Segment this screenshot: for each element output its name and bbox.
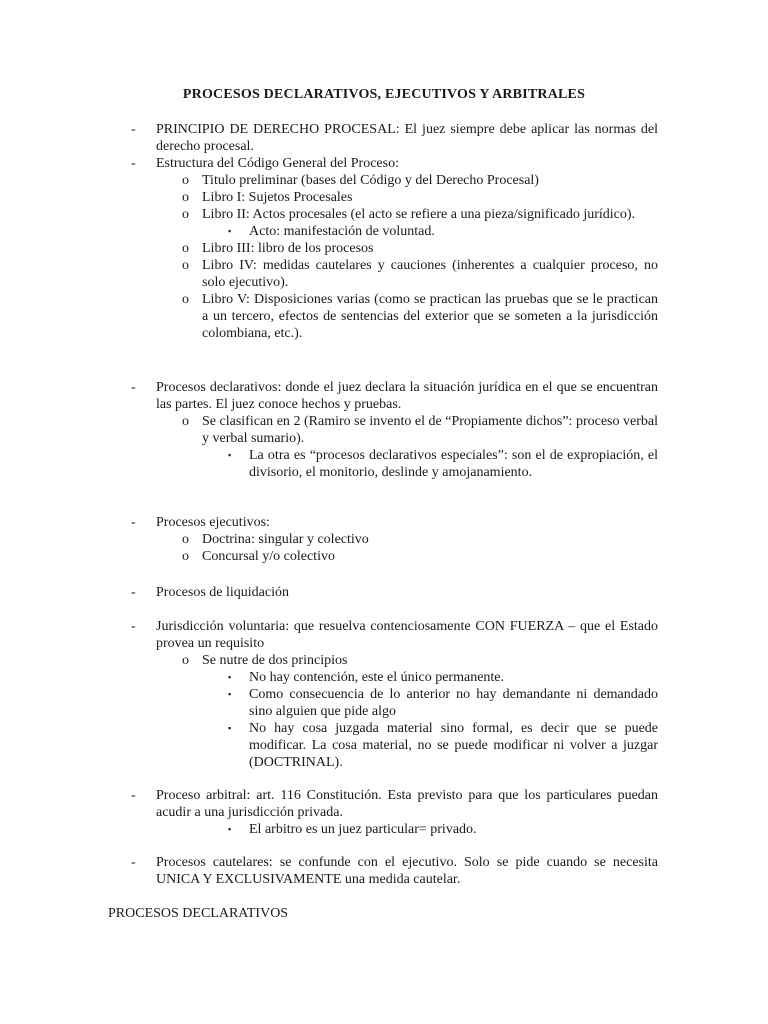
section-heading: PROCESOS DECLARATIVOS (108, 906, 289, 921)
circle-bullet: o (182, 190, 189, 205)
section-arbitral (0, 787, 768, 838)
square-bullet: ▪ (228, 689, 232, 699)
circle-bullet: o (182, 653, 189, 668)
list-item (0, 514, 768, 531)
list-item (0, 257, 768, 291)
section-jurisdiccion (0, 618, 768, 771)
item-cautelares: Procesos cautelares: se confunde con el ejecutivo. Solo se pide cuando se necesita UNICA Y EXCLUSIVAMENTE una medida cautelar. (156, 855, 658, 887)
list-item (0, 787, 768, 821)
circle-bullet: o (182, 241, 189, 256)
item-consecuencia: Como consecuencia de lo anterior no hay demandante ni demandado sino alguien que pide algo (249, 687, 658, 719)
list-item (0, 854, 768, 888)
item-ejecutivos: Procesos ejecutivos: (156, 515, 270, 530)
item-titulo-preliminar: Titulo preliminar (bases del Código y del Derecho Procesal) (202, 173, 539, 188)
circle-bullet: o (182, 549, 189, 564)
item-nutre: Se nutre de dos principios (202, 653, 348, 668)
dash-bullet: - (131, 156, 136, 171)
list-item (0, 291, 768, 342)
item-jurisdiccion: Jurisdicción voluntaria: que resuelva contenciosamente CON FUERZA – que el Estado provea un requisito (156, 619, 658, 651)
list-item (0, 720, 768, 771)
item-principio: PRINCIPIO DE DERECHO PROCESAL: El juez siempre debe aplicar las normas del derecho procesal. (156, 122, 658, 154)
list-item (0, 531, 768, 548)
list-item (0, 240, 768, 257)
dash-bullet: - (131, 122, 136, 137)
square-bullet: ▪ (228, 226, 232, 236)
dash-bullet: - (131, 585, 136, 600)
list-item (0, 447, 768, 481)
dash-bullet: - (131, 380, 136, 395)
section-cautelares (0, 854, 768, 888)
square-bullet: ▪ (228, 723, 232, 733)
item-libro-5: Libro V: Disposiciones varias (como se practican las pruebas que se le practican a un tercero, efectos de sentencias del exterior que se someten a la jurisdicción colombiana, etc.). (202, 292, 658, 341)
list-item (0, 548, 768, 565)
item-libro-3: Libro III: libro de los procesos (202, 241, 374, 256)
circle-bullet: o (182, 414, 189, 429)
list-item (0, 121, 768, 155)
item-libro-1: Libro I: Sujetos Procesales (202, 190, 353, 205)
item-cosa-juzgada: No hay cosa juzgada material sino formal, es decir que se puede modificar. La cosa material, no se puede modificar ni volver a juzgar (DOCTRINAL). (249, 721, 658, 770)
section-liquidacion (0, 584, 768, 601)
circle-bullet: o (182, 532, 189, 547)
item-libro-4: Libro IV: medidas cautelares y cauciones (inherentes a cualquier proceso, no solo ejecutivo). (202, 258, 658, 290)
list-item (0, 155, 768, 172)
list-item (0, 618, 768, 652)
item-acto: Acto: manifestación de voluntad. (249, 224, 435, 239)
item-arbitro: El arbitro es un juez particular= privado. (249, 822, 477, 837)
list-item (0, 584, 768, 601)
circle-bullet: o (182, 173, 189, 188)
list-item (0, 379, 768, 413)
list-item (0, 821, 768, 838)
square-bullet: ▪ (228, 824, 232, 834)
item-clasifican: Se clasifican en 2 (Ramiro se invento el de “Propiamente dichos”: proceso verbal y verbal sumario). (202, 414, 658, 446)
item-concursal: Concursal y/o colectivo (202, 549, 335, 564)
circle-bullet: o (182, 207, 189, 222)
list-item (0, 413, 768, 447)
item-no-contencion: No hay contención, este el único permanente. (249, 670, 505, 685)
item-declarativos: Procesos declarativos: donde el juez declara la situación jurídica en el que se encuentran las partes. El juez conoce hechos y pruebas. (156, 380, 658, 412)
dash-bullet: - (131, 788, 136, 803)
list-item (0, 206, 768, 223)
list-item (0, 652, 768, 669)
dash-bullet: - (131, 515, 136, 530)
list-item (0, 172, 768, 189)
item-libro-2: Libro II: Actos procesales (el acto se refiere a una pieza/significado jurídico). (202, 207, 636, 222)
square-bullet: ▪ (228, 672, 232, 682)
list-item (0, 669, 768, 686)
dash-bullet: - (131, 855, 136, 870)
item-arbitral: Proceso arbitral: art. 116 Constitución. Esta previsto para que los particulares puedan acudir a una jurisdicción privada. (156, 788, 658, 820)
square-bullet: ▪ (228, 450, 232, 460)
section-declarativos (0, 379, 768, 481)
circle-bullet: o (182, 292, 189, 307)
section-principio (0, 121, 768, 342)
circle-bullet: o (182, 258, 189, 273)
document-title: PROCESOS DECLARATIVOS, EJECUTIVOS Y ARBITRALES (182, 87, 586, 102)
item-estructura: Estructura del Código General del Proceso: (156, 156, 399, 171)
section-ejecutivos (0, 514, 768, 565)
item-otra: La otra es “procesos declarativos especiales”: son el de expropiación, el divisorio, el monitorio, deslinde y amojanamiento. (249, 448, 658, 480)
list-item (0, 189, 768, 206)
list-item (0, 686, 768, 720)
dash-bullet: - (131, 619, 136, 634)
list-item (0, 223, 768, 240)
item-liquidacion: Procesos de liquidación (156, 585, 289, 600)
item-doctrina: Doctrina: singular y colectivo (202, 532, 369, 547)
